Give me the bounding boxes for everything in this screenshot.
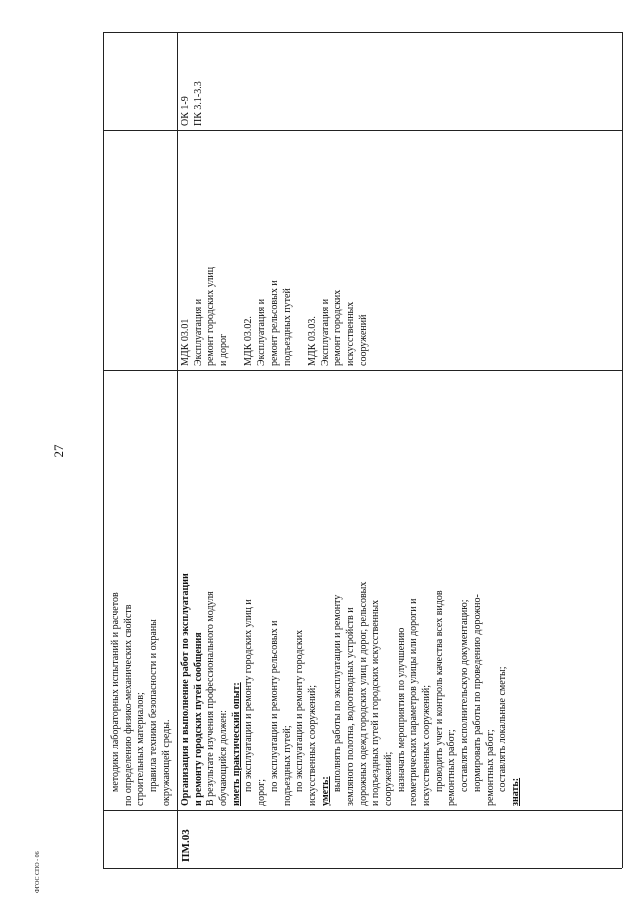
text-line: строительных материалов; (135, 692, 147, 806)
table-line (103, 130, 622, 131)
text-line: подъездных путей; (281, 725, 293, 806)
table-line (622, 32, 623, 868)
table-line (103, 868, 622, 869)
text-line: МДК 03.03. (306, 316, 318, 366)
text-line: составлять локальные сметы; (497, 666, 509, 792)
table-line (103, 32, 104, 868)
mdk-list (180, 267, 370, 366)
text-line: и ремонту городских путей сообщения (192, 632, 204, 806)
text-line: ремонтных работ; (484, 729, 496, 806)
text-line: МДК 03.01 (180, 318, 191, 366)
text-line: искусственных сооружений; (421, 684, 433, 806)
text-line: сооружений; (383, 751, 394, 806)
text-line: нормировать работы по проведению дорожно- (471, 594, 483, 792)
page-number: 27 (51, 444, 66, 458)
row1-description (110, 592, 173, 806)
text-line: ОК 1-9 (180, 96, 191, 126)
text-line: дорожных одежд городских улиц и дорог, рельсовых (357, 581, 369, 806)
text-line: методики лабораторных испытаний и расчетов (110, 592, 121, 792)
text-line: Эксплуатация и (256, 298, 268, 366)
text-line: искусственных сооружений; (306, 684, 318, 806)
text-line: уметь: (319, 776, 331, 806)
text-line: окружающей среды. (160, 719, 172, 806)
table-line (103, 370, 622, 371)
text-line: назначать мероприятия по улучшению (395, 627, 407, 792)
text-line: ремонт городских улиц (205, 266, 217, 366)
text-line: знать: (509, 777, 521, 806)
text-line: МДК 03.02. (243, 316, 255, 366)
footer-code: ФГОС СПО - 06 (35, 851, 41, 893)
module-code: ПМ.03 (180, 829, 192, 862)
text-line: по эксплуатации и ремонту городских улиц и (243, 599, 255, 792)
text-line: В результате изучения профессионального модуля (205, 591, 217, 806)
text-line: по эксплуатации и ремонту рельсовых и (268, 620, 280, 792)
text-line: правила техники безопасности и охраны (148, 619, 160, 792)
text-line: ремонт рельсовых и (268, 280, 280, 366)
text-line (231, 267, 244, 366)
text-line: по эксплуатации и ремонту городских (294, 629, 306, 792)
text-line: ремонтных работ; (446, 729, 458, 806)
text-line: проводить учет и контроль качества всех видов (433, 590, 445, 792)
text-line: Организация и выполнение работ по эксплуатации (180, 573, 191, 806)
text-line: земляного полотна, водоотводных устройств и (344, 607, 356, 806)
table-line (103, 32, 622, 33)
competencies (180, 81, 205, 126)
text-line: Эксплуатация и (192, 298, 204, 366)
module-description (180, 573, 523, 806)
text-line: выполнять работы по эксплуатации и ремонту (332, 594, 344, 792)
text-line (294, 267, 307, 366)
text-line: по определению физико-механических свойств (122, 604, 134, 806)
text-line: и дорог (218, 333, 230, 366)
text-line: составлять исполнительскую документацию; (459, 599, 471, 792)
text-line: искусственных (344, 301, 356, 366)
text-line: ремонт городских (332, 289, 344, 366)
text-line: сооружений (357, 314, 369, 366)
text-line: подъездных путей (281, 288, 293, 366)
text-line: Эксплуатация и (319, 298, 331, 366)
text-line: иметь практический опыт: (230, 682, 242, 806)
table-line (177, 32, 178, 868)
text-line: геометрических параметров улицы или дороги и (408, 598, 420, 806)
table-line (103, 810, 622, 811)
text-line: и подъездных путей и городских искусственных (370, 599, 382, 806)
text-line: дорог; (256, 779, 268, 806)
text-line: ПК 3.1-3.3 (192, 81, 204, 126)
text-line: обучающийся должен: (218, 710, 230, 806)
